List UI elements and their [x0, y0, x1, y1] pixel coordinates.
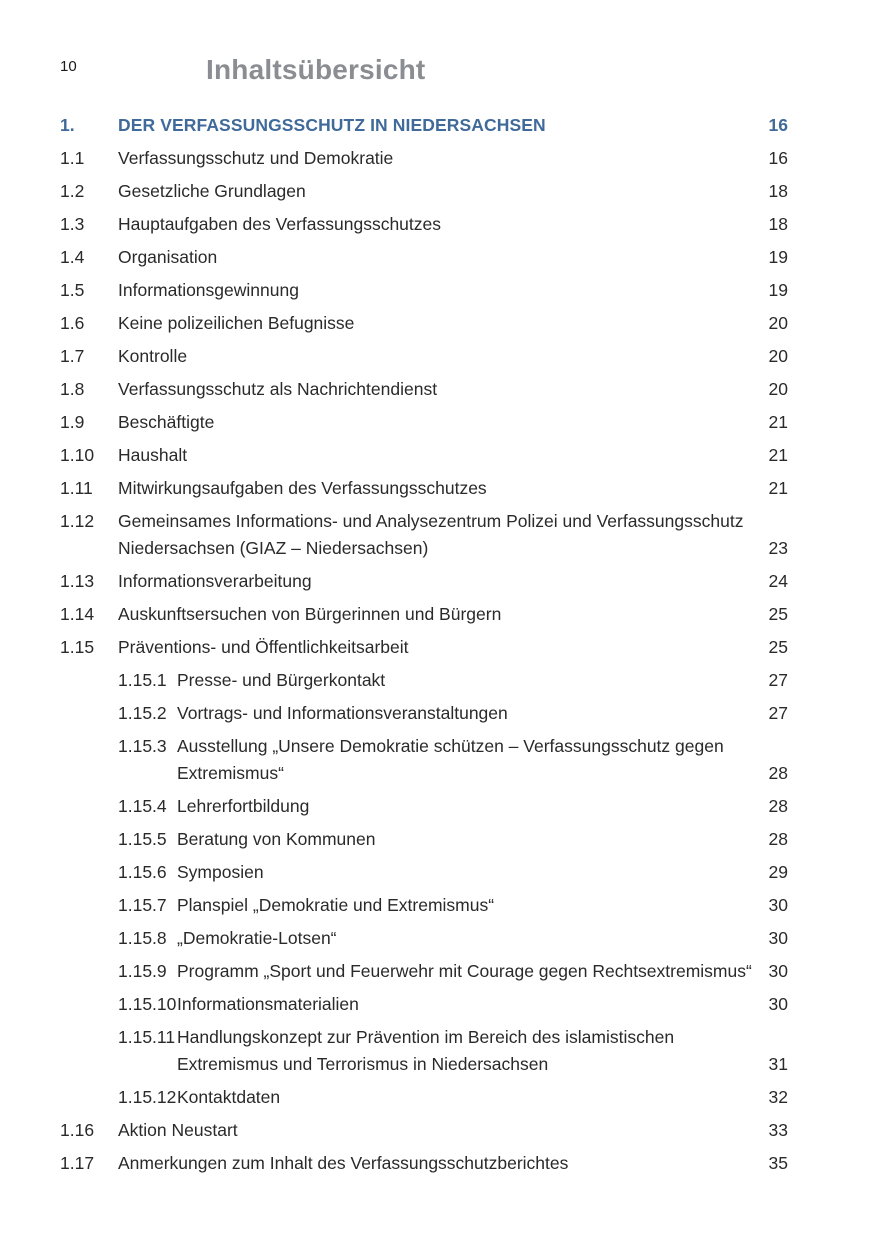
toc-subentry[interactable]: [0, 922, 877, 955]
toc-entry-title: Haushalt: [118, 445, 188, 465]
toc-entry-number: 1.15.2: [118, 703, 167, 723]
toc-entry-page: 20: [768, 346, 788, 366]
toc-entry-number: 1.2: [60, 181, 85, 201]
toc-entry-title: Vortrags- und Informationsveranstaltungen: [177, 703, 508, 723]
toc-entry-page: 21: [768, 445, 788, 465]
toc-entry-number: 1.9: [60, 412, 85, 432]
toc-entry-title: Informationsgewinnung: [118, 280, 299, 300]
toc-entry-title: Mitwirkungsaufgaben des Verfassungsschutzes: [118, 478, 487, 498]
toc-entry-page: 20: [768, 313, 788, 333]
toc-subentry[interactable]: [0, 790, 877, 823]
toc-entry-title: Informationsmaterialien: [177, 994, 359, 1014]
toc-entry-number: 1.15.8: [118, 928, 167, 948]
toc-entry-number: 1.7: [60, 346, 85, 366]
toc-entry[interactable]: [0, 472, 877, 505]
toc-subentry[interactable]: [0, 988, 877, 1021]
toc-entry-number: 1.15: [60, 637, 95, 657]
toc-entry-page: 20: [768, 379, 788, 399]
toc-entry-page: 33: [768, 1120, 788, 1140]
toc-entry-title: Informationsverarbeitung: [118, 571, 312, 591]
toc-entry[interactable]: [0, 274, 877, 307]
toc-entry-page: 16: [768, 148, 788, 168]
toc-entries: [0, 142, 877, 664]
page-title: Inhaltsübersicht: [206, 54, 426, 85]
toc-entry-number: 1.13: [60, 571, 95, 591]
toc-subentry[interactable]: [0, 664, 877, 697]
toc-chapter-heading[interactable]: [0, 109, 877, 142]
toc-entry-title: Planspiel „Demokratie und Extremismus“: [177, 895, 495, 915]
toc-entry-title: Presse- und Bürgerkontakt: [177, 670, 386, 690]
toc-entry-title: Verfassungsschutz als Nachrichtendienst: [118, 379, 438, 399]
toc-entry[interactable]: [0, 241, 877, 274]
toc-entry-page: 28: [768, 796, 788, 816]
toc-entry-number: 1.6: [60, 313, 85, 333]
toc-entry-title: Gesetzliche Grundlagen: [118, 181, 306, 201]
toc-entry-page: 21: [768, 412, 788, 432]
toc-entry-page: 27: [768, 703, 788, 723]
toc-entry-page: 30: [768, 928, 788, 948]
toc-entry-title: Keine polizeilichen Befugnisse: [118, 313, 355, 333]
toc-entry-number: 1.12: [60, 511, 95, 531]
toc-entry-title: Verfassungsschutz und Demokratie: [118, 148, 394, 168]
toc-subentry[interactable]: [0, 730, 877, 790]
toc-entry-number: 1.1: [60, 148, 85, 168]
toc-entry-page: 18: [768, 181, 788, 201]
toc-entry[interactable]: [0, 340, 877, 373]
toc-entry-page: 30: [768, 895, 788, 915]
toc-entry-number: 1.15.10: [118, 994, 177, 1014]
page-number: 10: [60, 58, 77, 75]
toc-entry-page: 24: [768, 571, 788, 591]
toc-entry-title: Kontrolle: [118, 346, 188, 366]
toc-chapter-title: DER VERFASSUNGSSCHUTZ IN NIEDERSACHSEN: [118, 115, 546, 135]
toc-entry-title: Präventions- und Öffentlichkeitsarbeit: [118, 637, 409, 657]
toc-entry-number: 1.10: [60, 445, 95, 465]
toc-entry-title: Auskunftsersuchen von Bürgerinnen und Bürgern: [118, 604, 502, 624]
toc-entry-number: 1.15.4: [118, 796, 167, 816]
toc-entry-number: 1.8: [60, 379, 85, 399]
toc-entry-number: 1.15.1: [118, 670, 167, 690]
toc-entry-page: 18: [768, 214, 788, 234]
toc-entry-number: 1.15.9: [118, 961, 167, 981]
toc-entry-title: Lehrerfortbildung: [177, 796, 310, 816]
toc-entry-number: 1.15.5: [118, 829, 167, 849]
toc-entry-title: „Demokratie-Lotsen“: [177, 928, 337, 948]
toc-entry-number: 1.11: [60, 478, 93, 498]
toc-entry-page: 28: [768, 829, 788, 849]
toc-subentries: [0, 664, 877, 1114]
toc-entry-title: Gemeinsames Informations- und Analysezentrum Polizei und Verfassungsschutz Niedersachsen (GIAZ – Niedersachsen): [118, 511, 744, 558]
toc-entry[interactable]: [0, 175, 877, 208]
toc-entry-page: 28: [768, 763, 788, 783]
toc-entry[interactable]: [0, 142, 877, 175]
toc-entry[interactable]: [0, 505, 877, 565]
toc-entry-number: 1.15.3: [118, 736, 167, 756]
toc-entry-page: 25: [768, 604, 788, 624]
toc-entry[interactable]: [0, 598, 877, 631]
toc-entry-page: 30: [768, 961, 788, 981]
toc-entry[interactable]: [0, 631, 877, 664]
toc-entry-number: 1.15.7: [118, 895, 167, 915]
table-of-contents: [0, 109, 877, 1180]
toc-closing-entries: [0, 1114, 877, 1180]
toc-entry-title: Beratung von Kommunen: [177, 829, 376, 849]
toc-entry-page: 23: [768, 538, 788, 558]
toc-chapter-page: 16: [768, 115, 788, 135]
toc-entry[interactable]: [0, 406, 877, 439]
toc-entry-title: Programm „Sport und Feuerwehr mit Courage gegen Rechtsextremismus“: [177, 961, 752, 981]
toc-entry-number: 1.14: [60, 604, 95, 624]
toc-entry[interactable]: [0, 307, 877, 340]
toc-subentry[interactable]: [0, 955, 877, 988]
toc-entry-number: 1.4: [60, 247, 85, 267]
toc-entry-number: 1.17: [60, 1153, 95, 1173]
toc-entry-title: Symposien: [177, 862, 264, 882]
toc-entry-page: 25: [768, 637, 788, 657]
toc-entry-page: 19: [768, 247, 788, 267]
toc-entry-page: 31: [768, 1054, 788, 1074]
toc-entry-title: Aktion Neustart: [118, 1120, 238, 1140]
toc-entry-title: Handlungskonzept zur Prävention im Bereich des islamistischen Extremismus und Terrorismus in Niedersachsen: [177, 1027, 675, 1074]
toc-chapter-number: 1.: [60, 115, 75, 135]
toc-subentry[interactable]: [0, 856, 877, 889]
toc-entry-title: Ausstellung „Unsere Demokratie schützen – Verfassungsschutz gegen Extremismus“: [177, 736, 724, 783]
toc-subentry[interactable]: [0, 1021, 877, 1081]
toc-entry-number: 1.3: [60, 214, 85, 234]
toc-entry-title: Anmerkungen zum Inhalt des Verfassungsschutzberichtes: [118, 1153, 569, 1173]
toc-entry-page: 29: [768, 862, 788, 882]
toc-entry[interactable]: [0, 208, 877, 241]
toc-entry-page: 32: [768, 1087, 788, 1107]
toc-entry-page: 19: [768, 280, 788, 300]
toc-entry-page: 21: [768, 478, 788, 498]
toc-entry[interactable]: [0, 565, 877, 598]
toc-entry-page: 35: [768, 1153, 788, 1173]
toc-entry[interactable]: [0, 1114, 877, 1147]
toc-entry-page: 27: [768, 670, 788, 690]
toc-entry-title: Kontaktdaten: [177, 1087, 281, 1107]
toc-subentry[interactable]: [0, 889, 877, 922]
toc-entry-number: 1.16: [60, 1120, 95, 1140]
toc-entry[interactable]: [0, 439, 877, 472]
toc-entry-number: 1.5: [60, 280, 85, 300]
toc-entry-number: 1.15.11: [118, 1027, 176, 1047]
toc-entry-number: 1.15.12: [118, 1087, 177, 1107]
toc-entry-number: 1.15.6: [118, 862, 167, 882]
toc-subentry[interactable]: [0, 823, 877, 856]
toc-subentry[interactable]: [0, 697, 877, 730]
toc-entry-title: Organisation: [118, 247, 218, 267]
toc-subentry[interactable]: [0, 1081, 877, 1114]
toc-entry-page: 30: [768, 994, 788, 1014]
toc-entry-title: Hauptaufgaben des Verfassungsschutzes: [118, 214, 441, 234]
toc-entry[interactable]: [0, 1147, 877, 1180]
toc-entry-title: Beschäftigte: [118, 412, 215, 432]
toc-entry[interactable]: [0, 373, 877, 406]
